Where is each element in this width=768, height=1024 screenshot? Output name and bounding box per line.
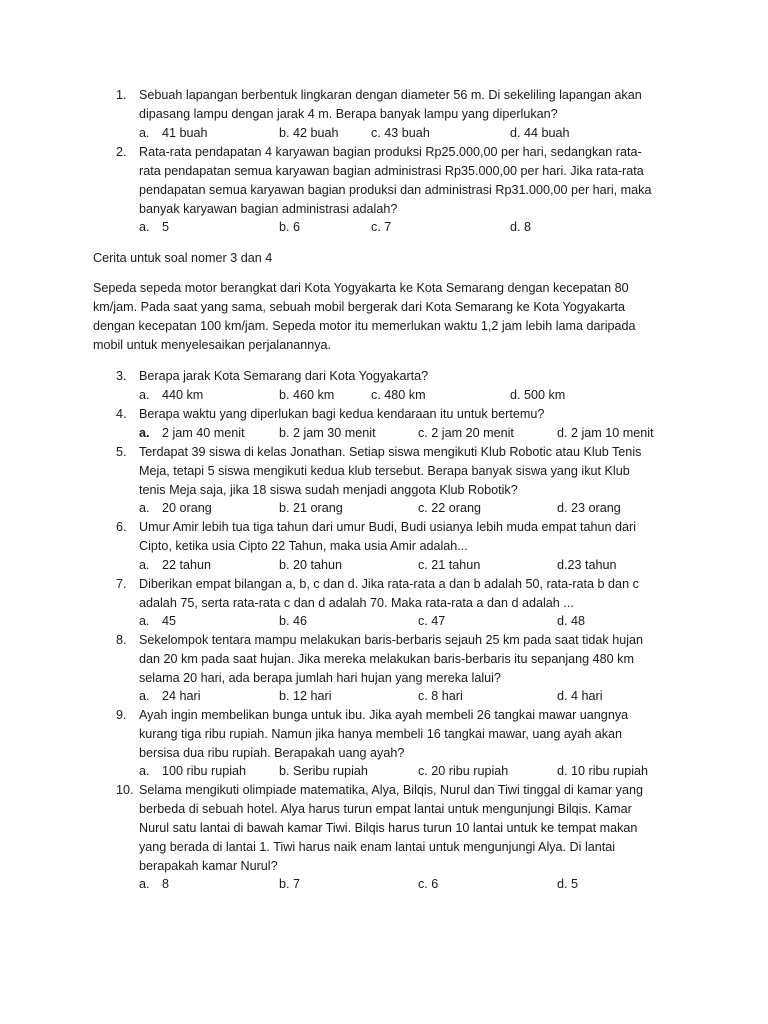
story-paragraph: Sepeda sepeda motor berangkat dari Kota Yogyakarta ke Kota Semarang dengan kecepatan 80 km/jam. Pada saat yang sama, sebuah mobil bergerak dari Kota Semarang ke Kota Yogyakarta dengan kecepatan 100 km/jam. Sepeda motor itu memerlukan waktu 1,2 jam lebih lama daripada mobil untuk menyelesaikan perjalanannya.	[93, 281, 636, 352]
question-text: Ayah ingin membelikan bunga untuk ibu. Jika ayah membeli 26 tangkai mawar uangnya kurang tiga ribu rupiah. Namun jika hanya membeli 16 tangkai mawar, uang ayah akan bersisa dua ribu rupiah. Berapakah uang ayah?	[139, 708, 629, 760]
option-a-label: a.	[139, 501, 150, 515]
question-text: Berapa jarak Kota Semarang dari Kota Yogyakarta?	[139, 369, 429, 383]
options-10	[139, 875, 679, 894]
option-b: b. 460 km	[279, 388, 335, 402]
option-a: 20 orang	[162, 501, 212, 515]
option-d: d. 5	[557, 877, 579, 891]
option-a-label: a.	[139, 220, 150, 234]
question-number: 4.	[116, 407, 127, 421]
option-b: b. 20 tahun	[279, 558, 343, 572]
option-a-label: a.	[139, 426, 150, 440]
option-a: 5	[162, 220, 170, 234]
option-a-label: a.	[139, 689, 150, 703]
question-text: Sekelompok tentara mampu melakukan baris-berbaris sejauh 25 km pada saat tidak hujan dan 20 km pada saat hujan. Jika mereka melakukan baris-berbaris itu sepanjang 480 km selama 20 hari, ada berapa jumlah hari hujan yang mereka lalui?	[139, 633, 644, 685]
option-b: b. 21 orang	[279, 501, 343, 515]
option-a-label: a.	[139, 558, 150, 572]
question-number: 2.	[116, 145, 127, 159]
option-d: d. 44 buah	[510, 126, 570, 140]
option-a-label: a.	[139, 388, 150, 402]
story-heading: Cerita untuk soal nomer 3 dan 4	[93, 251, 273, 265]
option-c: c. 21 tahun	[418, 558, 481, 572]
question-text: Rata-rata pendapatan 4 karyawan bagian produksi Rp25.000,00 per hari, sedangkan rata- rata pendapatan semua karyawan bagian administrasi Rp35.000,00 per hari. Jika rata-rata pendapatan semua karyawan bagian produksi dan administrasi Rp31.000,00 per hari, maka banyak karyawan bagian administrasi adalah?	[139, 145, 652, 216]
option-a: 24 hari	[162, 689, 201, 703]
option-c: c. 480 km	[371, 388, 426, 402]
question-text: Berapa waktu yang diperlukan bagi kedua kendaraan itu untuk bertemu?	[139, 407, 545, 421]
option-c: c. 47	[418, 614, 446, 628]
option-a: 45	[162, 614, 177, 628]
options-4	[139, 424, 679, 443]
option-c: c. 8 hari	[418, 689, 463, 703]
option-a-label: a.	[139, 126, 150, 140]
options-2	[139, 218, 679, 237]
option-c: c. 20 ribu rupiah	[418, 764, 509, 778]
option-b: b. 42 buah	[279, 126, 339, 140]
option-a: 41 buah	[162, 126, 208, 140]
question-number: 8.	[116, 633, 127, 647]
question-text: Selama mengikuti olimpiade matematika, Alya, Bilqis, Nurul dan Tiwi tinggal di kamar yang berbeda di sebuah hotel. Alya harus turun empat lantai untuk mengunjungi Bilqis. Kamar Nurul satu lantai di bawah kamar Tiwi. Bilqis harus turun 10 lantai untuk ke tempat makan yang berada di lantai 1. Tiwi harus naik enam lantai untuk mengunjungi Alya. Di lantai berapakah kamar Nurul?	[139, 783, 643, 873]
option-d: d.23 tahun	[557, 558, 617, 572]
option-a: 8	[162, 877, 170, 891]
question-number: 1.	[116, 88, 127, 102]
option-d: d. 500 km	[510, 388, 566, 402]
option-a: 100 ribu rupiah	[162, 764, 247, 778]
options-5	[139, 499, 679, 518]
options-6	[139, 556, 679, 575]
option-c: c. 43 buah	[371, 126, 430, 140]
option-b: b. 12 hari	[279, 689, 332, 703]
options-1	[139, 124, 679, 143]
question-number: 10.	[116, 783, 134, 797]
option-c: c. 7	[371, 220, 392, 234]
question-text: Diberikan empat bilangan a, b, c dan d. Jika rata-rata a dan b adalah 50, rata-rata b dan c adalah 75, serta rata-rata c dan d adalah 70. Maka rata-rata a dan d adalah ...	[139, 577, 639, 610]
option-a-label: a.	[139, 614, 150, 628]
option-a: 440 km	[162, 388, 204, 402]
options-7	[139, 612, 679, 631]
option-c: c. 6	[418, 877, 439, 891]
option-d: d. 2 jam 10 menit	[557, 426, 654, 440]
question-number: 6.	[116, 520, 127, 534]
question-number: 5.	[116, 445, 127, 459]
option-d: d. 48	[557, 614, 586, 628]
option-b: b. 6	[279, 220, 301, 234]
option-c: c. 22 orang	[418, 501, 482, 515]
option-a: 2 jam 40 menit	[162, 426, 245, 440]
option-b: b. Seribu rupiah	[279, 764, 368, 778]
option-d: d. 8	[510, 220, 532, 234]
options-3	[139, 386, 679, 405]
question-number: 9.	[116, 708, 127, 722]
question-text: Sebuah lapangan berbentuk lingkaran dengan diameter 56 m. Di sekeliling lapangan akan dipasang lampu dengan jarak 4 m. Berapa banyak lampu yang diperlukan?	[139, 88, 642, 121]
option-a-label: a.	[139, 764, 150, 778]
option-d: d. 23 orang	[557, 501, 621, 515]
question-number: 7.	[116, 577, 127, 591]
option-b: b. 7	[279, 877, 301, 891]
option-a-label: a.	[139, 877, 150, 891]
option-d: d. 4 hari	[557, 689, 603, 703]
option-d: d. 10 ribu rupiah	[557, 764, 649, 778]
question-text: Terdapat 39 siswa di kelas Jonathan. Setiap siswa mengikuti Klub Robotic atau Klub Tenis Meja, tetapi 5 siswa mengikuti kedua klub tersebut. Berapa banyak siswa yang ikut Klub tenis Meja saja, jika 18 siswa sudah menjadi anggota Klub Robotik?	[139, 445, 642, 497]
option-b: b. 2 jam 30 menit	[279, 426, 376, 440]
option-c: c. 2 jam 20 menit	[418, 426, 514, 440]
option-b: b. 46	[279, 614, 308, 628]
question-number: 3.	[116, 369, 127, 383]
options-9	[139, 762, 679, 781]
question-text: Umur Amir lebih tua tiga tahun dari umur Budi, Budi usianya lebih muda empat tahun dari Cipto, ketika usia Cipto 22 Tahun, maka usia Amir adalah...	[139, 520, 637, 553]
options-8	[139, 687, 679, 706]
option-a: 22 tahun	[162, 558, 212, 572]
